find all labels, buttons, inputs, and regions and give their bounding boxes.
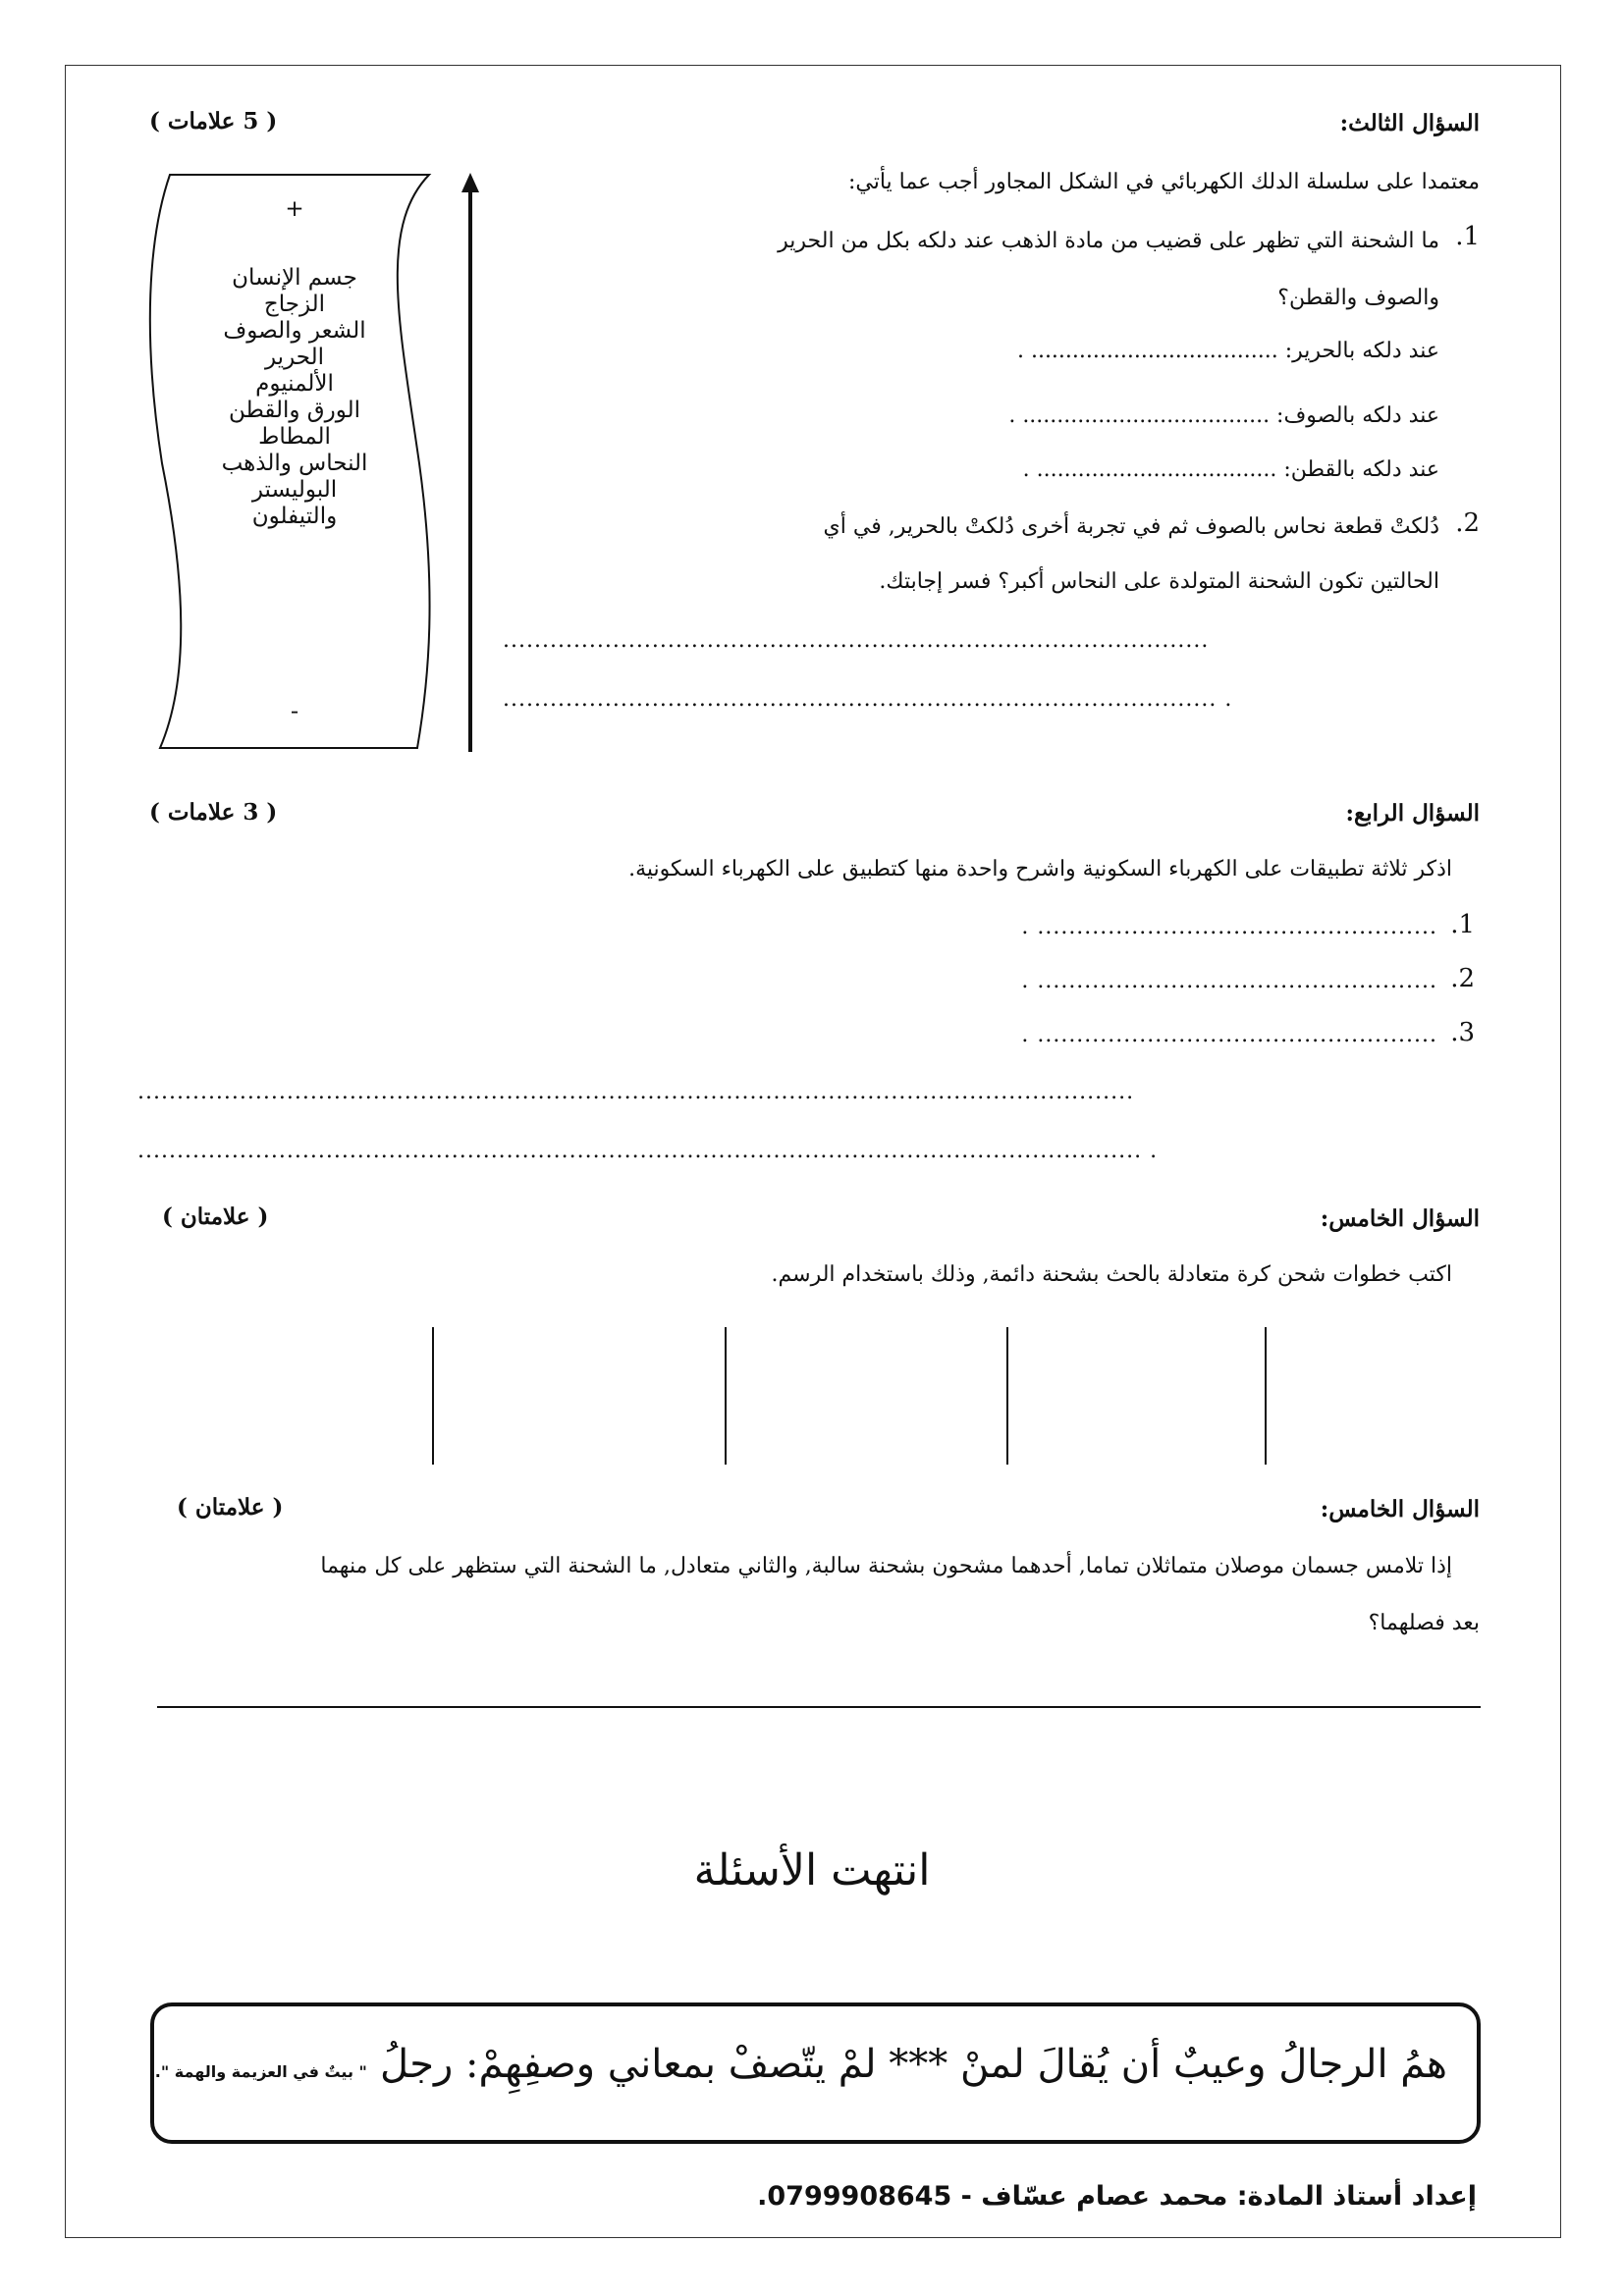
series-item: النحاس والذهب: [221, 451, 368, 476]
q5b-marks: ( علامتان ): [177, 1494, 284, 1521]
q4-explain-line-1: ...............................................................................................................................: [137, 1080, 1135, 1104]
q3-item2-line2: الحالتين تكون الشحنة المتولدة على النحاس أكبر؟ فسر إجابتك.: [879, 569, 1439, 594]
q3-intro: معتمدا على سلسلة الدلك الكهربائي في الشكل المجاور أجب عما يأتي:: [847, 170, 1480, 194]
quote-line: [155, 2042, 1447, 2087]
q5a-marks: ( علامتان ): [162, 1203, 269, 1230]
quote-note: " بيتٌ في العزيمة والهمة ".: [154, 2062, 367, 2081]
drawing-divider-3: [1006, 1327, 1008, 1465]
q5b-line1: إذا تلامس جسمان موصلان متماثلان تماما, أحدهما مشحون بشحنة سالبة, والثاني متعادل, ما الشحنة التي ستظهر على كل منهما: [320, 1554, 1452, 1578]
drawing-divider-2: [725, 1327, 727, 1465]
q3-answer-line-2: ........................................................................................... .: [503, 687, 1233, 712]
q3-item1-number: 1.: [1455, 222, 1480, 251]
q3-item1-line1: ما الشحنة التي تظهر على قضيب من مادة الذهب عند دلكه بكل من الحرير: [778, 229, 1439, 253]
drawing-divider-4: [1265, 1327, 1267, 1465]
q4-title: السؤال الرابع:: [1345, 800, 1480, 827]
q4-answer-line-1: ................................................... .: [1021, 915, 1437, 939]
q4-marks: ( 3 علامات ): [149, 799, 278, 826]
q4-answer-line-2: ................................................... .: [1021, 969, 1437, 993]
q3-title: السؤال الثالث:: [1339, 110, 1480, 136]
q3-marks: ( 5 علامات ): [149, 108, 278, 134]
quote-verse: همُ الرجالُ وعيبٌ أن يُقالَ لمنْ *** لمْ يتّصفْ بمعاني وصفِهِمْ: رجلُ: [379, 2042, 1447, 2087]
q4-number-1: 1.: [1450, 910, 1475, 939]
footer-credit: إعداد أستاذ المادة: محمد عصام عسّاف - 0799908645.: [757, 2181, 1477, 2212]
q4-answer-line-3: ................................................... .: [1021, 1023, 1437, 1047]
q3-answer-silk: عند دلكه بالحرير: .................................... .: [1016, 339, 1439, 363]
series-item: الحرير: [264, 345, 325, 370]
series-minus-sign: -: [290, 699, 299, 724]
series-direction-arrow: [456, 173, 485, 754]
series-item: البوليستر: [251, 477, 338, 503]
q3-item1-line2: والصوف والقطن؟: [1277, 286, 1439, 310]
q4-explain-line-2: ................................................................................................................................ .: [137, 1139, 1159, 1163]
q3-answer-wool: عند دلكه بالصوف: .................................... .: [1008, 403, 1439, 428]
series-plus-sign: +: [285, 196, 304, 222]
q5a-text: اكتب خطوات شحن كرة متعادلة بالحث بشحنة دائمة, وذلك باستخدام الرسم.: [771, 1262, 1452, 1287]
series-item: الألمنيوم: [255, 371, 334, 397]
series-item: والتيفلون: [251, 504, 338, 529]
q3-answer-cotton: عند دلكه بالقطن: ................................... .: [1022, 457, 1439, 482]
q3-item2-number: 2.: [1455, 508, 1480, 538]
series-item: الزجاج: [263, 292, 326, 317]
q5a-title: السؤال الخامس:: [1320, 1205, 1480, 1232]
series-item: الورق والقطن: [228, 398, 361, 423]
q3-answer-line-1: ..........................................................................................: [503, 628, 1210, 653]
series-item: جسم الإنسان: [232, 265, 357, 291]
q5b-line2: بعد فصلهما؟: [1368, 1611, 1480, 1635]
series-item: المطاط: [258, 424, 331, 450]
end-of-questions: انتهت الأسئلة: [693, 1845, 931, 1896]
drawing-divider-1: [432, 1327, 434, 1465]
section-divider: [157, 1706, 1481, 1708]
q4-number-2: 2.: [1450, 964, 1475, 993]
q5b-title: السؤال الخامس:: [1320, 1496, 1480, 1522]
series-item: الشعر والصوف: [223, 318, 366, 344]
triboelectric-series-list: [172, 265, 417, 530]
q4-intro: اذكر ثلاثة تطبيقات على الكهرباء السكونية واشرح واحدة منها كتطبيق على الكهرباء السكونية.: [628, 857, 1452, 881]
q3-item2-line1: دُلكتْ قطعة نحاس بالصوف ثم في تجربة أخرى دُلكتْ بالحرير, في أي: [823, 514, 1439, 539]
q4-number-3: 3.: [1450, 1018, 1475, 1047]
